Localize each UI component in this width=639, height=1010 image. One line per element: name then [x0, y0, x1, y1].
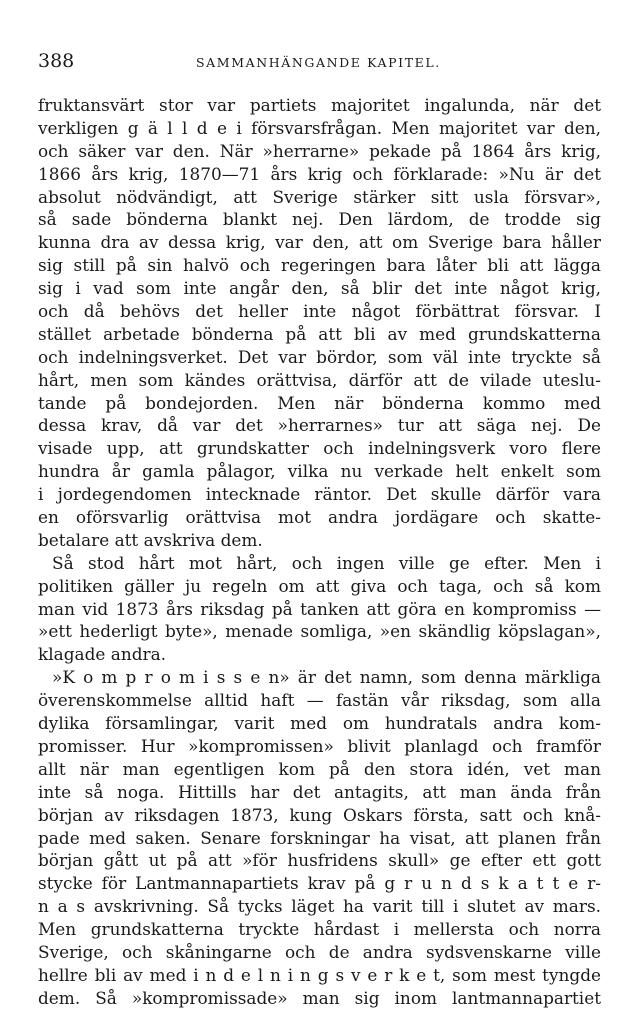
text-line: början av riksdagen 1873, kung Oskars första, satt och knå- — [38, 804, 601, 825]
text-line: politiken gäller ju regeln om att giva och taga, och så kom — [38, 575, 601, 596]
text-line: allt när man egentligen kom på den stora idén, vet man — [38, 758, 601, 779]
text-line: klagade andra. — [38, 644, 167, 665]
text-line: början gått ut på att »för husfridens skull» ge efter ett gott — [38, 850, 601, 871]
text-line: stycke för Lantmannapartiets krav på g r u n d s k a t t e r- — [38, 873, 601, 894]
text-line: dessa krav, då var det »herrarnes» tur att säga nej. De — [38, 415, 601, 436]
text-line: dylika församlingar, varit med om hundratals andra kom- — [38, 713, 601, 734]
text-line: och säker var den. När »herrarne» pekade på 1864 års krig, — [38, 140, 601, 161]
text-line: sig still på sin halvö och regeringen bara låter bli att lägga — [38, 255, 601, 276]
text-line: en oförsvarlig orättvisa mot andra jordägare och skatte- — [38, 507, 601, 528]
text-line: så sade bönderna blankt nej. Den lärdom, de trodde sig — [38, 209, 601, 230]
body-text — [38, 94, 601, 1010]
text-line: 1866 års krig, 1870—71 års krig och förklarade: »Nu är det — [38, 163, 601, 184]
text-line: och då behövs det heller inte något förbättrat försvar. I — [38, 301, 601, 322]
text-line: inte så noga. Hittills har det antagits, att man ända från — [38, 781, 601, 802]
text-line: man vid 1873 års riksdag på tanken att göra en kompromiss — — [38, 598, 601, 619]
text-line: överenskommelse alltid haft — fastän vår riksdag, som alla — [38, 690, 601, 711]
text-line: promisser. Hur »kompromissen» blivit planlagd och framför — [38, 735, 601, 756]
page-header — [38, 50, 601, 78]
text-line: pade med saken. Senare forskningar ha visat, att planen från — [38, 827, 601, 848]
text-line: verkligen g ä l l d e i försvarsfrågan. Men majoritet var den, — [38, 117, 601, 138]
text-line: »ett hederligt byte», menade somliga, »en skändlig köpslagan», — [38, 621, 601, 642]
text-line: fruktansvärt stor var partiets majoritet ingalunda, när det — [38, 95, 601, 115]
text-line: visade upp, att grundskatter och indelningsverk voro flere — [38, 438, 601, 459]
text-line: n a s avskrivning. Så tycks läget ha varit till i slutet av mars. — [38, 896, 601, 917]
text-line: sig i vad som inte angår den, så blir det inte något krig, — [38, 278, 601, 299]
text-line: Sverige, och skåningarne och de andra sydsvenskarne ville — [38, 941, 601, 962]
text-line: hårt, men som kändes orättvisa, därför att de vilade uteslu- — [38, 369, 601, 390]
text-line: stället arbetade bönderna på att bli av med grundskatterna — [38, 323, 601, 344]
text-line: hundra år gamla pålagor, vilka nu verkade helt enkelt som — [38, 461, 601, 482]
page-number: 388 — [38, 50, 75, 72]
text-line: tande på bondejorden. Men när bönderna kommo med — [38, 392, 601, 413]
text-line: Så stod hårt mot hårt, och ingen ville ge efter. Men i — [52, 552, 601, 573]
text-line: absolut nödvändigt, att Sverige stärker sitt usla försvar», — [38, 186, 601, 207]
text-line: hellre bli av med i n d e l n i n g s v e r k e t, som mest tyngde — [38, 964, 601, 985]
text-line: dem. Så »kompromissade» man sig inom lantmannapartiet — [38, 987, 601, 1008]
running-head: SAMMANHÄNGANDE KAPITEL. — [196, 55, 441, 70]
text-line: och indelningsverket. Det var bördor, som väl inte tryckte så — [38, 346, 601, 367]
text-line: Men grundskatterna tryckte hårdast i mellersta och norra — [38, 919, 601, 940]
text-line: kunna dra av dessa krig, var den, att om Sverige bara håller — [38, 232, 601, 253]
text-line: betalare att avskriva dem. — [38, 529, 263, 550]
text-line: »K o m p r o m i s s e n» är det namn, som denna märkliga — [52, 667, 601, 688]
text-line: i jordegendomen intecknade räntor. Det skulle därför vara — [38, 484, 601, 505]
